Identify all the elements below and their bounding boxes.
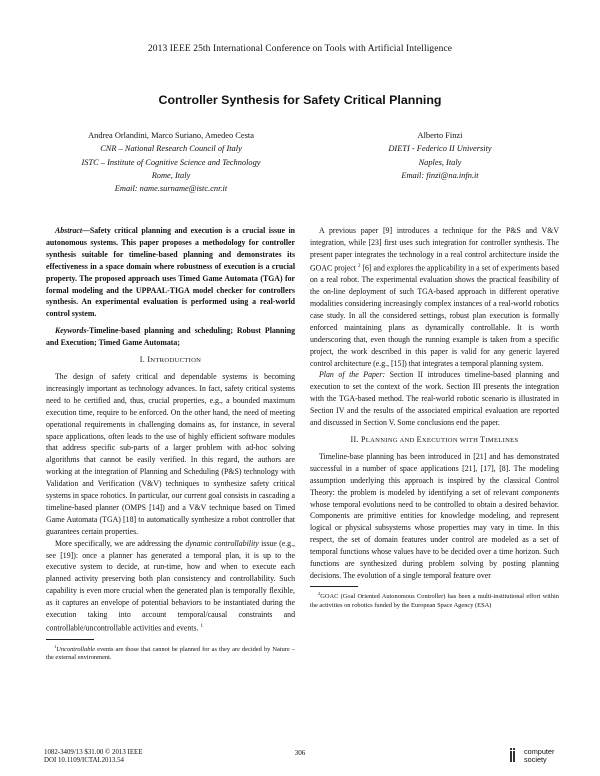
intro-paragraph-2: More specifically, we are addressing the dynamic controllability issue (e.g., see [19]): once a planner has generated a temporal plan, it is up to the executive system to decide, at run-time, how and when to execute each planned activity preserving both plan consistency and controllability. Such capability is even more crucial when the generated plan is temporally flexible, as it captures an envelope of potential behaviors to be instantiated during the execution taking into account temporal/causal constraints and controllable/uncontrollable activities and events. $^1$ [46,538,296,633]
affiliation-dieti: DIETI - Federico II University [388,144,492,154]
author-email: Email: name.surname@istc.cnr.it [114,184,228,194]
computer-society-logo-icon [510,748,518,762]
left-column [46,225,295,663]
keywords [46,325,295,349]
author-city: Rome, Italy [151,170,191,180]
conference-header: 2013 IEEE 25th International Conference on Tools with Artificial Intelligence [147,44,453,54]
section-heading-introduction: I. INTRODUCTION [139,355,202,365]
affiliation-istc: ISTC – Institute of Cognitive Science and Technology [81,157,261,167]
abstract-text: —Safety critical planning and execution is a crucial issue in autonomous systems. This paper proposes a methodology for controller synthesis suitable for timeline-based planning and demonstrates its effectiveness in a space domain where robustness of execution is a crucial property. The proposed approach uses Timed Game Automata (TGA) for formal modeling and the UPPAAL-TIGA model checker for controllers synthesis. An experimental evaluation is performed using a real-world control system. [46,226,295,319]
author-city: Naples, Italy [418,157,462,167]
planning-paragraph-1: Timeline-base planning has been introduced in [21] and has demonstrated successful in a number of space applications [21], [17], [8]. The modeling assumption underlying this approach is inspired by the classical Control Theory: the problem is modeled by identifying a set of relevant components whose temporal evolutions need to be controlled to obtain a desired behavior. Components are primitive entities for knowledge modeling, and represent logical or physical subsystems whose properties may vary in time. In this respect, the set of domain features under control are modeled as a set of temporal functions whose values have to be decided over a time horizon. Such functions are synthesized during problem solving by posting planning decisions. The evolution of a single temporal feature over [310,451,559,580]
footnote-rule [310,586,358,587]
right-column [310,225,559,610]
footnote-rule [46,639,94,640]
authors-right [330,129,550,182]
issn-line: 1082-3409/13 $31.00 © 2013 IEEE [44,749,143,756]
plan-of-paper-paragraph: Plan of the Paper: Section II introduces timeline-based planning and execution to set the context of the work. Section III presents the integration with the TGA-based method. The real-world robotic scenario is illustrated in Section IV and the results of the associated empirical evaluation are reported and discussed in Section V. Some conclusions end the paper. [310,370,559,428]
keywords-text: -Timeline-based planning and scheduling; Robust Planning and Execution; Timed Game Automata; [46,326,295,348]
logo-text-society: society [524,755,547,764]
authors-left [46,129,296,195]
affiliation-cnr: CNR – National Research Council of Italy [100,144,242,154]
keywords-lead: Keywords [55,326,87,336]
computer-society-logo [510,746,560,766]
author-email: Email: finzi@na.infn.it [401,170,479,180]
author-names: Alberto Finzi [417,131,463,140]
intro-paragraph-3: A previous paper [9] introduces a technique for the P&S and V&V integration, while [23] first uses such integration for controller synthesis. The present paper integrates the technology in a real control architecture inside the GOAC project $^2$ [6] and explores the applicability in a set of experiments based on a real robot. The experimental evaluation shows the practical feasibility of the on-line deployment of such TGA-based approach in different operative modalities considering increasingly complex instances of a real-world robotics case study. In all the considered settings, robust plan execution is formally enforced maintaining plans as dynamically controllable. It is worth underscoring that, even though the running example is taken from a specific project, the work described in this paper is valid for any generic layered control architecture (e.g., [15]) that integrates a temporal planning system. [310,226,559,368]
author-names: Andrea Orlandini, Marco Suriano, Amedeo Cesta [88,131,254,140]
section-heading-planning: II. PLANNING AND EXECUTION WITH TIMELINES [350,435,519,445]
doi-line: DOI 10.1109/ICTAI.2013.54 [44,757,124,765]
abstract [46,225,295,320]
footnote-1: $^1$Uncontrollable events are those that cannot be planned for as they are decided by Nature – the external environment. [46,643,295,662]
intro-paragraph-1: The design of safety critical and dependable systems is becoming increasingly important as technology advances. In fact, safety critical systems need to be certified and, thus, crucial properties, e.g., a bounded maximum execution time, require to be enforced. On the other hand, the need of meeting operational requirements in challenging domains as, for instance, in several space applications, often leads to the use of highly efficient software modules that address specific sub-parts of a larger problem with ad-hoc solving algorithms that cannot be easily verified. In this regard, the authors are working at the integration of Planning and Scheduling (P&S) technology with Validation and Verification (V&V) techniques to synthesize safety critical systems in space robotics. In particular, our current goal consists in cascading a timeline-based planner (OMPS [14]) and a V&V technique based on Timed Game Automata (TGA) [18] to automatically synthesize a robot controller that guarantees certain properties. [46,371,295,536]
paper-title: Controller Synthesis for Safety Critical Planning [158,93,442,107]
footnote-2: $^2$GOAC (Goal Oriented Autonomous Controller) has been a multi-institutional effort within the activities on robotics funded by the European Space Agency (ESA) [310,590,559,609]
logo-text-computer: computer [524,747,555,756]
page-number: 306 [294,749,306,757]
abstract-lead: Abstract [55,226,83,235]
